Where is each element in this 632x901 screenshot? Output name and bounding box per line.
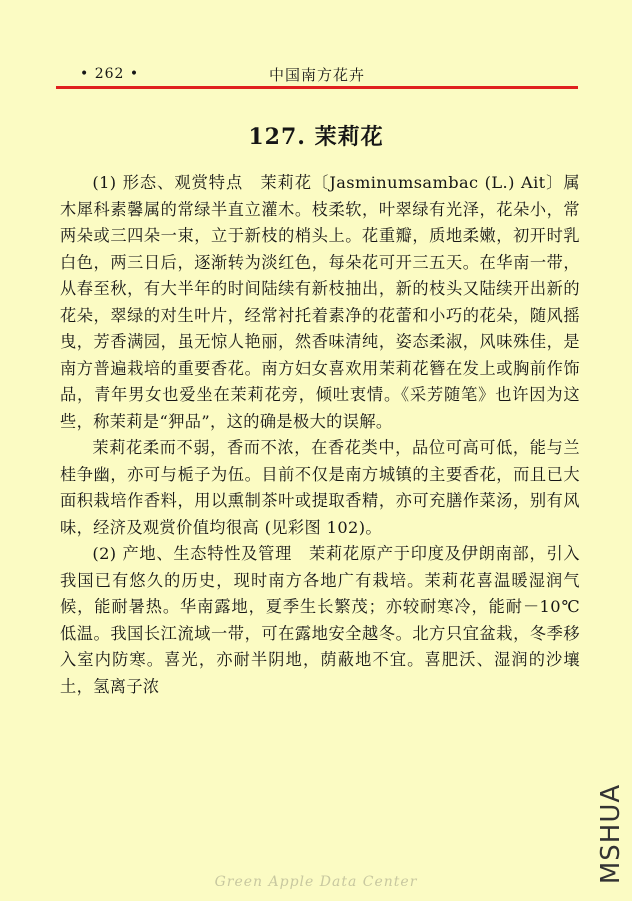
page-number: • 262 • <box>80 66 140 82</box>
bottom-watermark: Green Apple Data Center <box>214 874 418 890</box>
header-rule <box>56 86 578 89</box>
paragraph: (1) 形态、观赏特点 茉莉花〔Jasminumsambac (L.) Ait〕属木犀科素馨属的常绿半直立灌木。枝柔软，叶翠绿有光泽，花朵小，常两朵或三四朵一束，立于新枝的梢头上。花重瓣，质地柔嫩，初开时乳白色，两三日后，逐渐转为淡红色，每朵花可开三五天。在华南一带，从春至秋，有大半年的时间陆续有新枝抽出，新的枝头又陆续开出新的花朵，翠绿的对生叶片，经常衬托着素净的花蕾和小巧的花朵，随风摇曳，芳香满园，虽无惊人艳丽，然香味清纯，姿态柔淑，风味殊佳，是南方普遍栽培的重要香花。南方妇女喜欢用茉莉花簪在发上或胸前作饰品，青年男女也爱坐在茉莉花旁，倾吐衷情。《采芳随笔》也许因为这些，称茉莉是“狎品”，这的确是极大的误解。 <box>60 173 580 431</box>
side-watermark <box>593 784 629 884</box>
running-title: 中国南方花卉 <box>268 66 365 84</box>
chapter-title: 127. 茉莉花 <box>248 124 384 150</box>
body-text <box>60 170 580 700</box>
paragraph: 茉莉花柔而不弱，香而不浓，在香花类中，品位可高可低，能与兰桂争幽，亦可与栀子为伍。目前不仅是南方城镇的主要香花，而且已大面积栽培作香料，用以熏制茶叶或提取香精，亦可充膳作菜汤，别有风味，经济及观赏价值均很高 (见彩图 102)。 <box>60 438 580 537</box>
side-watermark-text: MSHUA <box>596 783 626 885</box>
page-header <box>56 62 578 86</box>
paragraph: (2) 产地、生态特性及管理 茉莉花原产于印度及伊朗南部，引入我国已有悠久的历史，现时南方各地广有栽培。茉莉花喜温暖湿润气候，能耐暑热。华南露地，夏季生长繁茂；亦较耐寒冷，能耐－10℃低温。我国长江流域一带，可在露地安全越冬。北方只宜盆栽，冬季移入室内防寒。喜光，亦耐半阴地，荫蔽地不宜。喜肥沃、湿润的沙壤土，氢离子浓 <box>60 544 580 696</box>
